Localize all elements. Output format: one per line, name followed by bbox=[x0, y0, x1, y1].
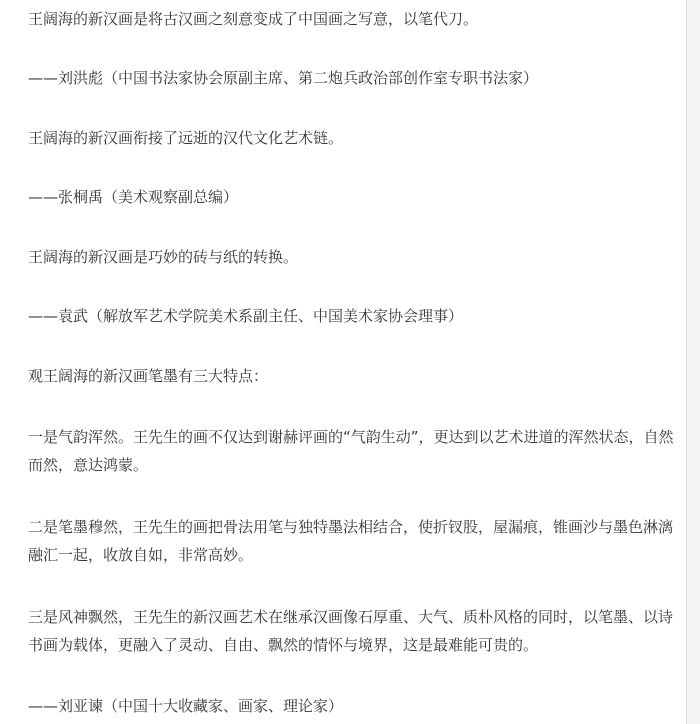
attribution-paragraph: ——张桐禹（美术观察副总编） bbox=[28, 188, 239, 206]
feature-paragraph: 二是笔墨穆然，王先生的画把骨法用笔与独特墨法相结合，使折钗股，屋漏痕，锥画沙与墨色淋漓融汇一起，收放自如，非常高妙。 bbox=[28, 518, 674, 564]
feature-paragraph: 三是风神飘然，王先生的新汉画艺术在继承汉画像石厚重、大气、质朴风格的同时，以笔墨、以诗书画为载体，更融入了灵动、自由、飘然的情怀与境界，这是最难能可贵的。 bbox=[28, 608, 674, 654]
attribution-paragraph: ——袁武（解放军艺术学院美术系副主任、中国美术家协会理事） bbox=[28, 307, 464, 325]
feature-paragraph: 一是气韵浑然。王先生的画不仅达到谢赫评画的“气韵生动”，更达到以艺术进道的浑然状态，自然而然，意达鸿蒙。 bbox=[28, 428, 674, 474]
vertical-scrollbar[interactable] bbox=[686, 0, 700, 724]
quote-paragraph: 王阔海的新汉画是将古汉画之刻意变成了中国画之写意，以笔代刀。 bbox=[28, 10, 479, 28]
attribution-paragraph: ——刘亚谏（中国十大收藏家、画家、理论家） bbox=[28, 697, 344, 715]
quote-paragraph: 王阔海的新汉画衔接了远逝的汉代文化艺术链。 bbox=[28, 129, 344, 147]
intro-paragraph: 观王阔海的新汉画笔墨有三大特点： bbox=[28, 367, 269, 385]
attribution-paragraph: ——刘洪彪（中国书法家协会原副主席、第二炮兵政治部创作室专职书法家） bbox=[28, 69, 539, 87]
quote-paragraph: 王阔海的新汉画是巧妙的砖与纸的转换。 bbox=[28, 248, 299, 266]
